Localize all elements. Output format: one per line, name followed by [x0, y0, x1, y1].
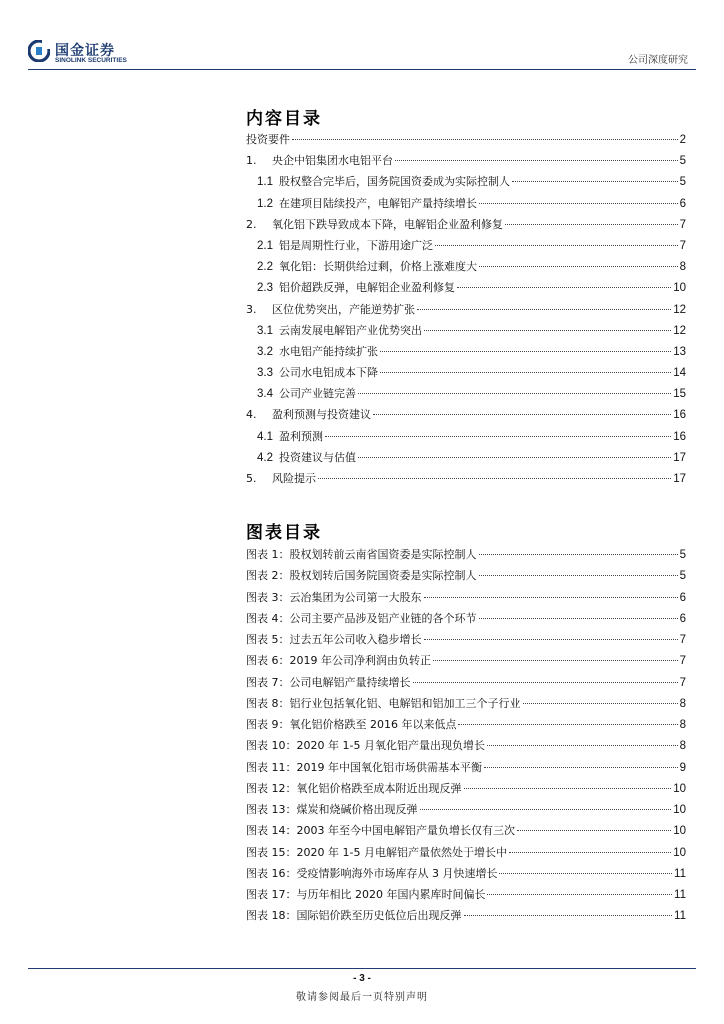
- toc-entry[interactable]: [246, 131, 686, 152]
- toc-entry-page: 17: [673, 451, 686, 464]
- chart-entry-page: 7: [679, 676, 686, 689]
- toc-leader-dots: [373, 414, 671, 415]
- toc-entry-number: 5.: [246, 472, 257, 485]
- toc-entry[interactable]: [246, 152, 686, 173]
- toc-entry[interactable]: [246, 216, 686, 237]
- toc-leader-dots: [464, 915, 673, 916]
- toc-leader-dots: [479, 554, 678, 555]
- toc-entry-number: 4.: [246, 408, 257, 422]
- chart-list-entry[interactable]: [246, 567, 686, 588]
- toc-entry[interactable]: [246, 470, 686, 491]
- toc-entry-title: 区位优势突出，产能逆势扩张: [272, 302, 415, 316]
- chart-entry-title: 图表 17：与历年相比 2020 年国内累库时间偏长: [246, 888, 486, 901]
- toc-leader-dots: [464, 788, 672, 789]
- chart-entry-page: 5: [679, 570, 686, 583]
- chart-list-entry[interactable]: [246, 716, 686, 737]
- chart-entry-title: 图表 9：氧化铝价格跌至 2016 年以来低点: [246, 718, 457, 731]
- toc-entry-page: 7: [679, 239, 686, 252]
- chart-entry-page: 10: [673, 825, 686, 838]
- toc-entry[interactable]: [246, 279, 686, 300]
- toc-entry-page: 8: [679, 261, 686, 274]
- toc-entry-number: 3.2: [257, 345, 273, 358]
- chart-entry-title: 图表 1：股权划转前云南省国资委是实际控制人: [246, 548, 477, 561]
- toc-entry-page: 17: [673, 473, 686, 485]
- logo-mark-icon: [28, 40, 50, 62]
- toc-leader-dots: [424, 330, 671, 331]
- toc-entry-title: 氧化铝：长期供给过剩，价格上涨难度大: [279, 260, 477, 274]
- toc-leader-dots: [479, 618, 678, 619]
- header-divider: [28, 69, 696, 70]
- chart-entry-title: 图表 16：受疫情影响海外市场库存从 3 月快速增长: [246, 866, 498, 880]
- toc-entry-number: 2.1: [257, 239, 273, 252]
- chart-entry-page: 10: [673, 804, 686, 816]
- chart-entry-title: 图表 2：股权划转后国务院国资委是实际控制人: [246, 569, 477, 583]
- toc-leader-dots: [395, 160, 678, 161]
- toc-entry-number: 1.2: [257, 197, 273, 210]
- toc-entry-number: 3.3: [257, 367, 273, 380]
- toc-entry-title: 云南发展电解铝产业优势突出: [279, 323, 422, 337]
- chart-entry-title: 图表 4：公司主要产品涉及铝产业链的各个环节: [246, 611, 477, 625]
- chart-entry-page: 6: [679, 612, 686, 625]
- toc-leader-dots: [292, 139, 678, 140]
- page-number: - 3 -: [353, 973, 371, 984]
- toc-leader-dots: [358, 457, 671, 458]
- footer-disclaimer: 敬请参阅最后一页特别声明: [296, 992, 428, 1003]
- toc-leader-dots: [424, 597, 678, 598]
- chart-list-entry[interactable]: [246, 546, 686, 567]
- toc-leader-dots: [517, 830, 671, 831]
- chart-entry-page: 7: [679, 655, 686, 668]
- chart-entry-title: 图表 11：2019 年中国氧化铝市场供需基本平衡: [246, 760, 482, 774]
- toc-entry[interactable]: [246, 428, 686, 449]
- toc-entry-number: 2.3: [257, 282, 273, 295]
- toc-entry[interactable]: [246, 364, 686, 385]
- chart-entry-title: 图表 13：煤炭和烧碱价格出现反弹: [246, 803, 418, 816]
- toc-leader-dots: [487, 745, 678, 746]
- chart-entry-title: 图表 3：云冶集团为公司第一大股东: [246, 590, 422, 604]
- chart-entry-title: 图表 10：2020 年 1-5 月氧化铝产量出现负增长: [246, 739, 485, 753]
- chart-entry-page: 10: [673, 846, 686, 859]
- toc-entry-page: 10: [673, 282, 686, 295]
- toc-entry-number: 2.2: [257, 261, 273, 274]
- chart-list-entry[interactable]: [246, 801, 686, 822]
- toc-entry-title: 铝是周期性行业，下游用途广泛: [279, 238, 433, 252]
- toc-entry-page: 7: [679, 218, 686, 231]
- toc-leader-dots: [325, 436, 671, 437]
- chart-list-entry[interactable]: [246, 589, 686, 610]
- toc-leader-dots: [512, 181, 678, 182]
- toc-leader-dots: [433, 660, 678, 661]
- toc-leader-dots: [523, 703, 678, 704]
- chart-list-entry[interactable]: [246, 652, 686, 673]
- toc-entry-number: 2.: [246, 217, 257, 231]
- chart-entry-page: 8: [679, 719, 686, 731]
- list-of-charts: [246, 546, 686, 929]
- chart-list-entry[interactable]: [246, 759, 686, 780]
- toc-leader-dots: [420, 809, 672, 810]
- chart-list-entry[interactable]: [246, 631, 686, 652]
- chart-entry-page: 8: [679, 740, 686, 753]
- toc-entry-page: 6: [679, 197, 686, 210]
- page-header: [0, 0, 724, 70]
- toc-entry-page: 5: [679, 176, 686, 189]
- chart-entry-page: 11: [674, 867, 686, 880]
- toc-leader-dots: [458, 724, 677, 725]
- toc-leader-dots: [484, 767, 678, 768]
- toc-entry-title: 央企中铝集团水电铝平台: [272, 154, 393, 168]
- toc-entry-title: 盈利预测与投资建议: [272, 408, 371, 422]
- toc-entry-number: 3.4: [257, 388, 273, 401]
- chart-entry-page: 7: [679, 634, 686, 646]
- toc-leader-dots: [505, 224, 678, 225]
- toc-entry-page: 16: [673, 409, 686, 422]
- toc-leader-dots: [318, 478, 671, 479]
- toc-leader-dots: [479, 575, 678, 576]
- toc-entry-page: 12: [673, 324, 686, 337]
- chart-entry-title: 图表 18：国际铝价跌至历史低位后出现反弹: [246, 909, 462, 923]
- toc-entry-page: 5: [679, 155, 686, 168]
- toc-leader-dots: [435, 245, 678, 246]
- toc-entry-page: 15: [673, 388, 686, 401]
- toc-entry-number: 4.2: [257, 451, 273, 464]
- chart-entry-page: 6: [679, 591, 686, 604]
- toc-leader-dots: [417, 309, 671, 310]
- toc-entry-number: 3.1: [257, 324, 273, 337]
- chart-entry-page: 11: [674, 889, 686, 901]
- toc-entry-page: 14: [673, 367, 686, 380]
- company-logo: [28, 40, 138, 68]
- chart-entry-title: 图表 15：2020 年 1-5 月电解铝产量依然处于增长中: [246, 845, 507, 859]
- toc-leader-dots: [499, 873, 672, 874]
- toc-entry-title: 公司产业链完善: [279, 387, 356, 401]
- contents-title: 内容目录: [246, 109, 322, 129]
- chart-list-entry[interactable]: [246, 610, 686, 631]
- chart-entry-title: 图表 6：2019 年公司净利润由负转正: [246, 654, 431, 668]
- toc-leader-dots: [487, 894, 672, 895]
- toc-entry-number: 4.1: [257, 430, 273, 443]
- chart-entry-title: 图表 8：铝行业包括氧化铝、电解铝和铝加工三个子行业: [246, 696, 521, 710]
- charts-title: 图表目录: [246, 523, 322, 543]
- chart-list-entry[interactable]: [246, 674, 686, 695]
- chart-entry-page: 11: [674, 910, 686, 923]
- chart-entry-page: 9: [679, 761, 686, 774]
- toc-entry[interactable]: [246, 195, 686, 216]
- toc-entry[interactable]: [246, 322, 686, 343]
- toc-entry-title: 公司水电铝成本下降: [279, 366, 378, 380]
- toc-entry-title: 投资要件: [246, 133, 290, 146]
- logo-chinese-name: 国金证券: [55, 43, 115, 59]
- chart-list-entry[interactable]: [246, 865, 686, 886]
- toc-entry-page: 12: [673, 303, 686, 316]
- chart-list-entry[interactable]: [246, 780, 686, 801]
- chart-list-entry[interactable]: [246, 886, 686, 907]
- toc-leader-dots: [380, 372, 671, 373]
- toc-entry-title: 股权整合完毕后，国务院国资委成为实际控制人: [279, 175, 510, 189]
- toc-entry-title: 铝价超跌反弹，电解铝企业盈利修复: [279, 281, 455, 295]
- toc-entry[interactable]: [246, 406, 686, 427]
- toc-leader-dots: [358, 393, 671, 394]
- chart-list-entry[interactable]: [246, 907, 686, 928]
- toc-leader-dots: [457, 287, 671, 288]
- chart-entry-page: 5: [679, 549, 686, 561]
- document-type-label: 公司深度研究: [628, 55, 688, 66]
- toc-entry-title: 在建项目陆续投产，电解铝产量持续增长: [279, 196, 477, 210]
- toc-entry-title: 投资建议与估值: [279, 450, 356, 464]
- chart-list-entry[interactable]: [246, 822, 686, 843]
- toc-entry[interactable]: [246, 258, 686, 279]
- toc-entry-title: 水电铝产能持续扩张: [279, 344, 378, 358]
- toc-entry-title: 风险提示: [272, 472, 316, 485]
- chart-entry-title: 图表 5：过去五年公司收入稳步增长: [246, 633, 422, 646]
- chart-list-entry[interactable]: [246, 737, 686, 758]
- toc-entry[interactable]: [246, 385, 686, 406]
- table-of-contents: [246, 131, 686, 491]
- toc-leader-dots: [479, 266, 678, 267]
- toc-entry-page: 16: [673, 430, 686, 443]
- chart-entry-title: 图表 12：氧化铝价格跌至成本附近出现反弹: [246, 781, 462, 795]
- chart-list-entry[interactable]: [246, 695, 686, 716]
- toc-entry[interactable]: [246, 301, 686, 322]
- toc-entry-number: 3.: [246, 302, 257, 316]
- toc-entry-title: 盈利预测: [279, 429, 323, 443]
- footer-divider: [28, 968, 696, 969]
- chart-entry-page: 8: [679, 697, 686, 710]
- toc-entry[interactable]: [246, 237, 686, 258]
- toc-leader-dots: [479, 203, 678, 204]
- toc-entry-page: 13: [673, 345, 686, 358]
- toc-leader-dots: [509, 852, 671, 853]
- chart-entry-page: 10: [673, 782, 686, 795]
- toc-entry[interactable]: [246, 173, 686, 194]
- toc-leader-dots: [413, 682, 678, 683]
- toc-entry[interactable]: [246, 449, 686, 470]
- toc-entry[interactable]: [246, 343, 686, 364]
- toc-entry-page: 2: [679, 134, 686, 146]
- chart-entry-title: 图表 14：2003 年至今中国电解铝产量负增长仅有三次: [246, 824, 515, 838]
- toc-entry-title: 氧化铝下跌导致成本下降，电解铝企业盈利修复: [272, 217, 503, 231]
- toc-entry-number: 1.: [246, 154, 257, 168]
- toc-leader-dots: [424, 639, 678, 640]
- toc-entry-number: 1.1: [257, 176, 273, 189]
- chart-list-entry[interactable]: [246, 844, 686, 865]
- chart-entry-title: 图表 7：公司电解铝产量持续增长: [246, 675, 411, 689]
- toc-leader-dots: [380, 351, 671, 352]
- logo-english-name: SINOLINK SECURITIES: [55, 57, 127, 64]
